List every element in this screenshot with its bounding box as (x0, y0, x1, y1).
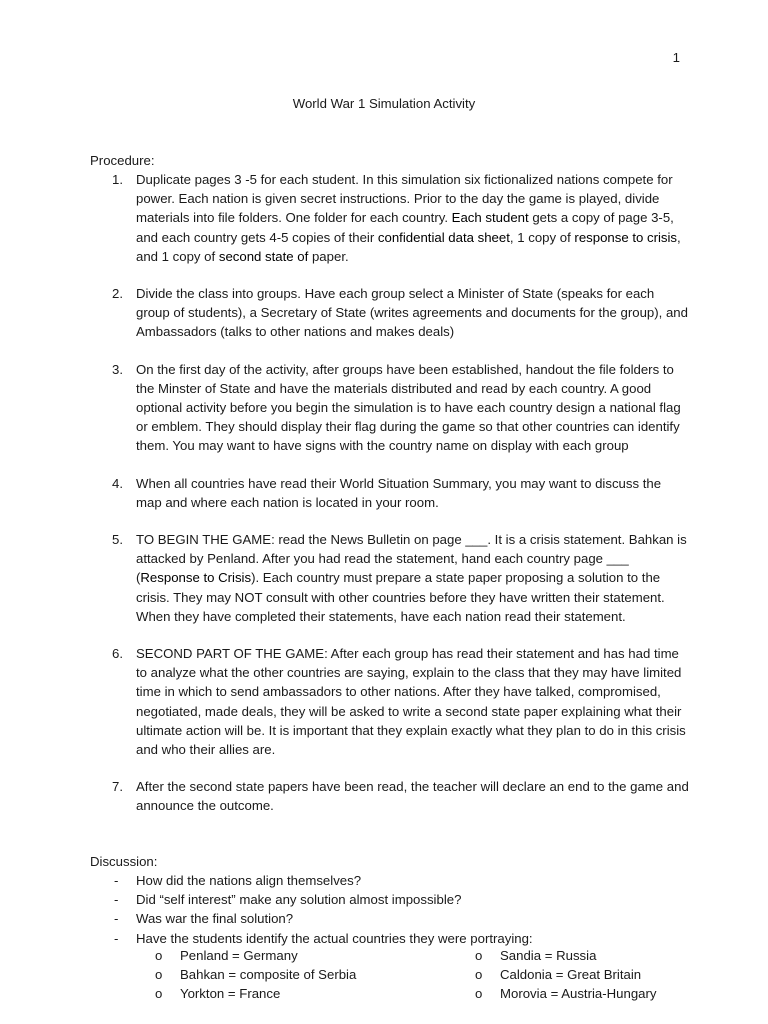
step-text: , 1 copy of (509, 229, 575, 245)
discussion-heading (90, 852, 157, 871)
page-number: 1 (672, 50, 680, 65)
country-item (155, 965, 356, 984)
question-item (90, 909, 690, 928)
step-2 (90, 284, 690, 342)
question-item (90, 929, 690, 948)
country-mapping (155, 946, 675, 1004)
procedure-heading: Procedure: (90, 153, 155, 168)
step-number: 3. (112, 361, 123, 377)
step-text: SECOND PART OF THE GAME: After each group has read their statement and has had time to analyze what the other countries are saying, explain to the class that they may have limited time in which to send ambassadors to other nations. After they have talked, compromised, negotiated, made deals, they will be asked to write a second state paper explaining what their ultimate action will be. It is important that they explain exactly what they plan to do in this crisis and who their allies are. (136, 646, 686, 758)
country-text: Penland = Germany (180, 948, 298, 963)
dash-bullet: - (114, 911, 119, 927)
circle-bullet-icon: o (155, 948, 163, 963)
procedure-steps (90, 170, 690, 816)
step-text: ). Each country must prepare a state paper proposing a solution to the crisis. They may NOT consult with other countries before they have written their statement. When they have completed their statements, have each nation read their statement. (136, 570, 665, 624)
step-highlight: response to crisis (574, 229, 678, 245)
step-highlight: second state of (218, 248, 309, 264)
step-highlight: confidential data sheet (377, 229, 510, 245)
question-text: How did the nations align themselves? (136, 873, 362, 888)
dash-bullet: - (114, 892, 119, 908)
step-text: After the second state papers have been read, the teacher will declare an end to the game and announce the outcome. (136, 779, 689, 814)
country-text: Bahkan = composite of Serbia (180, 967, 357, 983)
circle-bullet-icon: o (155, 986, 163, 1002)
country-row (155, 965, 675, 984)
step-number: 6. (112, 646, 123, 662)
country-text: Sandia = Russia (500, 948, 597, 963)
step-text: , and 1 copy of (136, 229, 681, 264)
step-5 (90, 530, 690, 626)
step-text: When all countries have read their World Situation Summary, you may want to discuss the map and where each nation is located in your room. (136, 475, 662, 510)
question-text: Was war the final solution? (136, 911, 294, 927)
step-6 (90, 644, 690, 759)
dash-bullet: - (114, 930, 119, 946)
discussion-heading-label: Discussion (90, 854, 154, 869)
step-highlight: Response to Crisis (140, 570, 252, 586)
step-number: 1. (112, 172, 123, 187)
question-item (90, 871, 690, 890)
circle-bullet-icon: o (155, 967, 163, 983)
step-number: 5. (112, 532, 123, 548)
step-number: 4. (112, 475, 123, 491)
step-4 (90, 474, 690, 512)
step-7 (90, 777, 690, 815)
step-text: gets a copy of page 3-5, and each country gets 4-5 copies of their (136, 210, 674, 245)
step-number: 2. (112, 286, 123, 302)
discussion-questions (90, 871, 690, 948)
step-number: 7. (112, 779, 123, 795)
step-highlight: Each student (451, 210, 529, 226)
country-item (155, 946, 298, 965)
step-text: TO BEGIN THE GAME: read the News Bulletin on page ___. It is a crisis statement. Bahkan is attacked by Penland. After you had read the statement, hand each country page ___ ( (136, 532, 687, 586)
circle-bullet-icon: o (475, 967, 483, 983)
step-text: Duplicate pages 3 -5 for each student. In this simulation six fictionalized nations compete for power. Each nation is given secret instructions. Prior to the day the game is played, divide materials into file folders. One folder for each country. (136, 172, 673, 226)
country-text: Morovia = Austria-Hungary (500, 986, 657, 1002)
step-3 (90, 360, 690, 456)
country-row (155, 984, 675, 1003)
step-text: On the first day of the activity, after groups have been established, handout the file folders to the Minster of State and have the materials distributed and read by each country. A good optional activity before you begin the simulation is to have each country design a national flag or emblem. They should display their flag during the game so that other countries can identify them. You may want to have signs with the country name on display with each group (136, 361, 681, 454)
step-1 (90, 170, 690, 266)
dash-bullet: - (114, 873, 119, 888)
country-item (475, 965, 641, 984)
country-text: Caldonia = Great Britain (500, 967, 642, 983)
country-item (475, 946, 596, 965)
country-item (475, 984, 657, 1003)
step-text: Divide the class into groups. Have each group select a Minister of State (speaks for each group of students), a Secretary of State (writes agreements and documents for the group), and Ambassadors (talks to other nations and makes deals) (136, 286, 688, 340)
page-title: World War 1 Simulation Activity (292, 96, 476, 111)
discussion-heading-colon: : (153, 854, 158, 869)
circle-bullet-icon: o (475, 948, 483, 963)
circle-bullet-icon: o (475, 986, 483, 1002)
country-item (155, 984, 280, 1003)
country-text: Yorkton = France (180, 986, 281, 1002)
country-row (155, 946, 675, 965)
question-text: Did “self interest” make any solution almost impossible? (136, 892, 462, 908)
question-item (90, 890, 690, 909)
question-text: Have the students identify the actual countries they were portraying: (136, 930, 533, 946)
step-text: paper. (308, 248, 349, 264)
